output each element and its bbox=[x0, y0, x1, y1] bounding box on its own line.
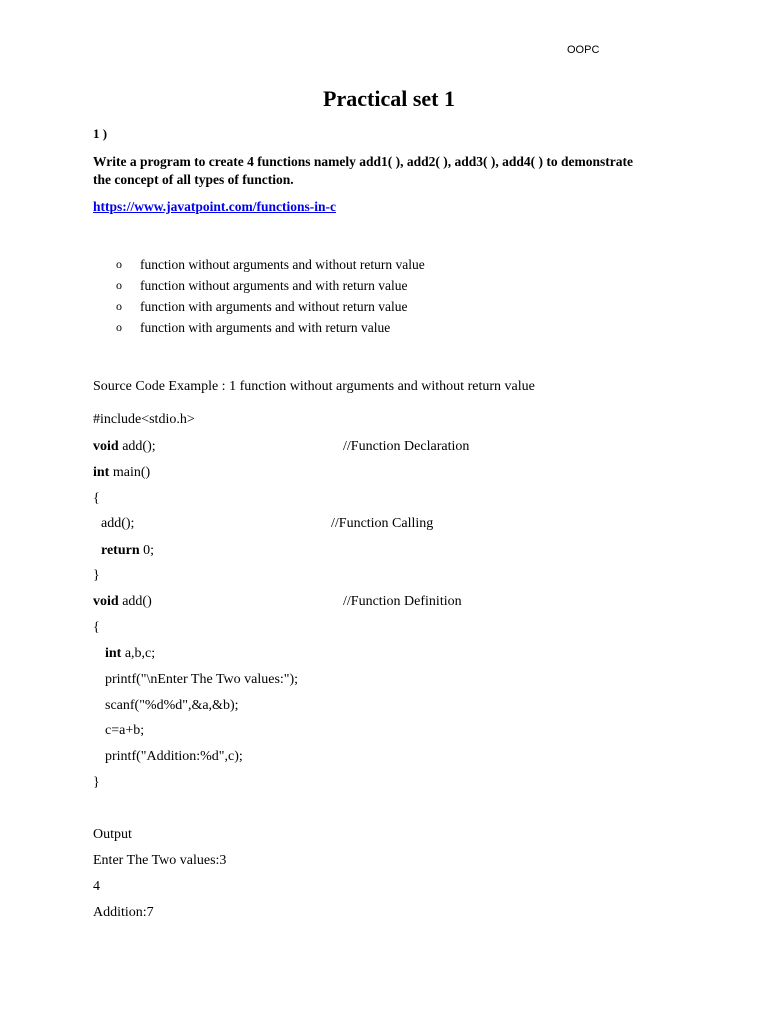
question-number: 1 ) bbox=[93, 126, 108, 141]
bullet-marker: o bbox=[116, 278, 122, 292]
code-line-include: #include<stdio.h> bbox=[93, 412, 195, 427]
code-keyword: int bbox=[93, 465, 110, 480]
list-item bbox=[116, 317, 425, 338]
code-line-assign: c=a+b; bbox=[105, 723, 145, 738]
list-item-text: function without arguments and with return value bbox=[140, 277, 408, 293]
code-line-close-brace: } bbox=[93, 775, 100, 790]
page-header: OOPC bbox=[567, 44, 600, 56]
list-item bbox=[116, 296, 425, 317]
code-line-vars bbox=[105, 646, 155, 662]
code-comment-declaration: //Function Declaration bbox=[343, 439, 470, 454]
list-item bbox=[116, 275, 425, 296]
output-line: 4 bbox=[93, 879, 100, 894]
code-line-printf-result: printf("Addition:%d",c); bbox=[105, 749, 243, 764]
function-types-list bbox=[116, 254, 425, 338]
code-comment-calling: //Function Calling bbox=[331, 516, 434, 531]
output-line: Enter The Two values:3 bbox=[93, 853, 227, 868]
code-line-open-brace: { bbox=[93, 620, 100, 635]
source-code-heading: Source Code Example : 1 function without arguments and without return value bbox=[93, 379, 535, 394]
code-line-scanf: scanf("%d%d",&a,&b); bbox=[105, 698, 239, 713]
code-text: a,b,c; bbox=[121, 646, 156, 661]
code-keyword: int bbox=[105, 646, 122, 661]
code-line-main bbox=[93, 465, 150, 481]
list-item bbox=[116, 254, 425, 275]
code-text: 0; bbox=[139, 543, 155, 558]
code-comment-definition: //Function Definition bbox=[343, 594, 462, 609]
bullet-marker: o bbox=[116, 257, 122, 271]
code-text: add(); bbox=[118, 439, 156, 454]
code-text: add() bbox=[118, 594, 152, 609]
bullet-marker: o bbox=[116, 320, 122, 334]
code-text: main() bbox=[109, 465, 151, 480]
page-title: Practical set 1 bbox=[323, 86, 455, 111]
reference-link[interactable]: https://www.javatpoint.com/functions-in-c bbox=[93, 199, 337, 214]
code-line-printf-prompt: printf("\nEnter The Two values:"); bbox=[105, 672, 299, 687]
output-heading: Output bbox=[93, 827, 132, 842]
list-item-text: function with arguments and with return value bbox=[140, 319, 391, 335]
code-keyword: return bbox=[101, 543, 140, 558]
code-keyword: void bbox=[93, 439, 119, 454]
bullet-marker: o bbox=[116, 299, 122, 313]
list-item-text: function with arguments and without return value bbox=[140, 298, 408, 314]
list-item-text: function without arguments and without return value bbox=[140, 256, 425, 272]
code-line-return bbox=[101, 543, 154, 559]
code-line-close-brace: } bbox=[93, 568, 100, 583]
output-line: Addition:7 bbox=[93, 905, 154, 920]
code-line-definition bbox=[93, 594, 152, 610]
code-line-call: add(); bbox=[101, 516, 135, 531]
code-line-open-brace: { bbox=[93, 491, 100, 506]
code-keyword: void bbox=[93, 594, 119, 609]
code-line-declaration bbox=[93, 439, 156, 455]
question-text: Write a program to create 4 functions namely add1( ), add2( ), add3( ), add4( ) to demonstrate the concept of all types of function. bbox=[93, 154, 633, 187]
